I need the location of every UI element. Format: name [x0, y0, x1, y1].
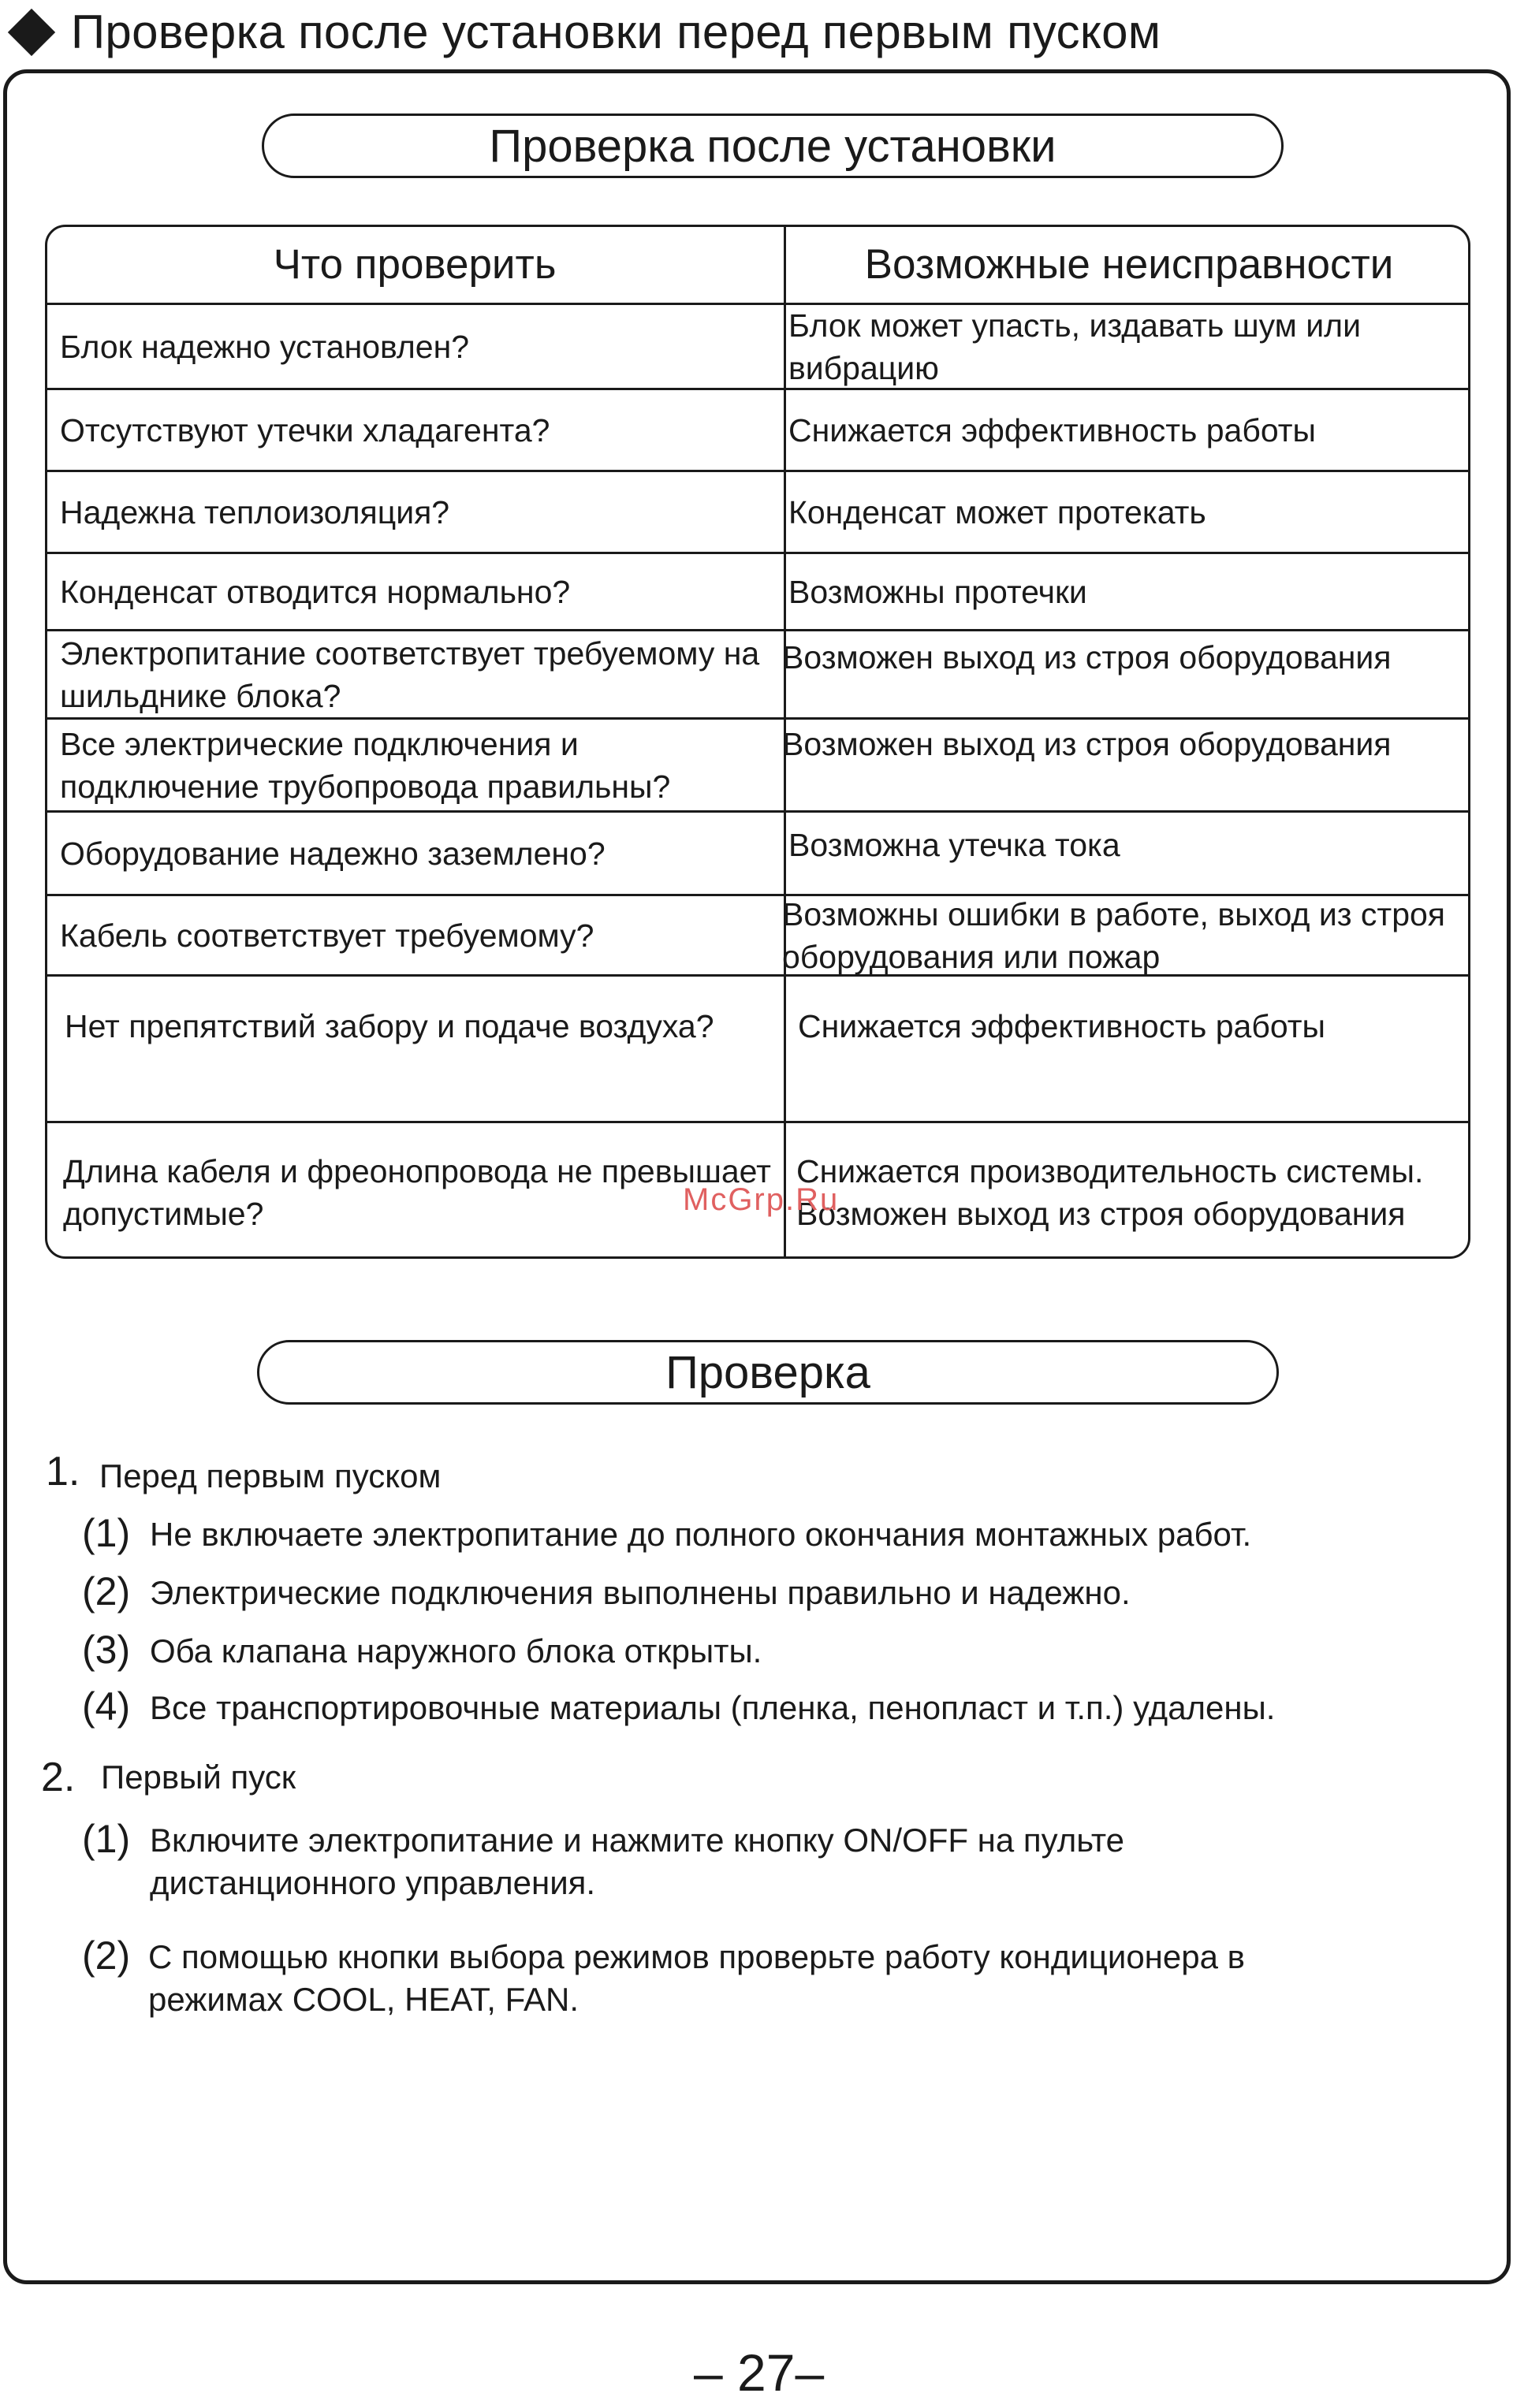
list-item-label: Первый пуск	[101, 1759, 296, 1796]
table-cell-check: Все электрические подключения и подключение трубопровода правильны?	[60, 725, 671, 805]
sub-item-text: Включите электропитание и нажмите кнопку ON/OFF на пульте дистанционного управления.	[150, 1822, 1124, 1901]
table-cell-check: Электропитание соответствует требуемому на шильднике блока?	[60, 635, 760, 714]
table-cell-fault: Возможен выход из строя оборудования	[782, 639, 1392, 676]
sub-item-number: (1)	[82, 1817, 131, 1861]
sub-item-text: Все транспортировочные материалы (пленка, пенопласт и т.п.) удалены.	[150, 1689, 1276, 1726]
page-title: Проверка после установки перед первым пуском	[71, 6, 1161, 58]
table-cell-fault: Снижается эффективность работы	[788, 411, 1316, 448]
sub-item-number: (1)	[82, 1511, 131, 1555]
table-cell-check: Оборудование надежно заземлено?	[60, 835, 606, 872]
sub-item-text: Не включаете электропитание до полного окончания монтажных работ.	[150, 1516, 1252, 1553]
check-table	[45, 225, 1470, 1259]
table-cell-fault: Конденсат может протекать	[788, 493, 1206, 530]
sub-item-number: (3)	[82, 1628, 131, 1672]
table-cell-check: Блок надежно установлен?	[60, 328, 470, 365]
table-cell-fault: Возможны протечки	[788, 573, 1087, 610]
diamond-bullet-icon	[8, 9, 55, 56]
table-row	[47, 388, 1468, 470]
table-cell-check: Кабель соответствует требуемому?	[60, 917, 594, 954]
table-row	[47, 629, 1468, 717]
section-heading-check: Проверка	[257, 1340, 1279, 1405]
list-item-label: Перед первым пуском	[99, 1457, 442, 1494]
table-row	[47, 894, 1468, 974]
list-number: 1.	[46, 1449, 80, 1494]
table-row	[47, 974, 1468, 1121]
sub-item-number: (2)	[82, 1569, 131, 1613]
page-number: – 27–	[694, 2343, 825, 2402]
sub-item-number: (4)	[82, 1684, 131, 1729]
table-cell-check: Нет препятствий забору и подаче воздуха?	[65, 1008, 714, 1044]
section-heading-installation-check: Проверка после установки	[262, 114, 1284, 178]
table-header-check: Что проверить	[273, 241, 557, 288]
table-header-row	[47, 227, 1468, 303]
table-cell-check: Отсутствуют утечки хладагента?	[60, 411, 550, 448]
table-row	[47, 810, 1468, 894]
table-cell-fault: Возможен выход из строя оборудования	[782, 726, 1392, 762]
watermark-logo: McGrp.Ru	[683, 1182, 840, 1217]
table-cell-check: Надежна теплоизоляция?	[60, 493, 450, 530]
table-cell-fault: Снижается производительность системы. Возможен выход из строя оборудования	[796, 1152, 1424, 1232]
table-cell-fault: Блок может упасть, издавать шум или вибрацию	[788, 307, 1361, 386]
table-row	[47, 552, 1468, 629]
table-cell-check: Конденсат отводится нормально?	[60, 573, 571, 610]
table-header-fault: Возможные неисправности	[864, 241, 1394, 288]
sub-item-text: С помощью кнопки выбора режимов проверьте работу кондиционера в режимах COOL, HEAT, FAN.	[148, 1938, 1245, 2018]
sub-item-number: (2)	[82, 1933, 131, 1978]
page-header	[6, 5, 1161, 60]
list-number: 2.	[41, 1755, 76, 1800]
table-row	[47, 470, 1468, 552]
table-row	[47, 717, 1468, 810]
table-cell-check: Длина кабеля и фреонопровода не превышает допустимые?	[63, 1152, 771, 1232]
sub-item-text: Электрические подключения выполнены правильно и надежно.	[150, 1574, 1131, 1611]
table-cell-fault: Возможны ошибки в работе, выход из строя оборудования или пожар	[782, 895, 1446, 975]
table-row	[47, 303, 1468, 388]
table-cell-fault: Возможна утечка тока	[788, 827, 1120, 863]
sub-item-text: Оба клапана наружного блока открыты.	[150, 1632, 762, 1669]
table-cell-fault: Снижается эффективность работы	[798, 1008, 1325, 1044]
